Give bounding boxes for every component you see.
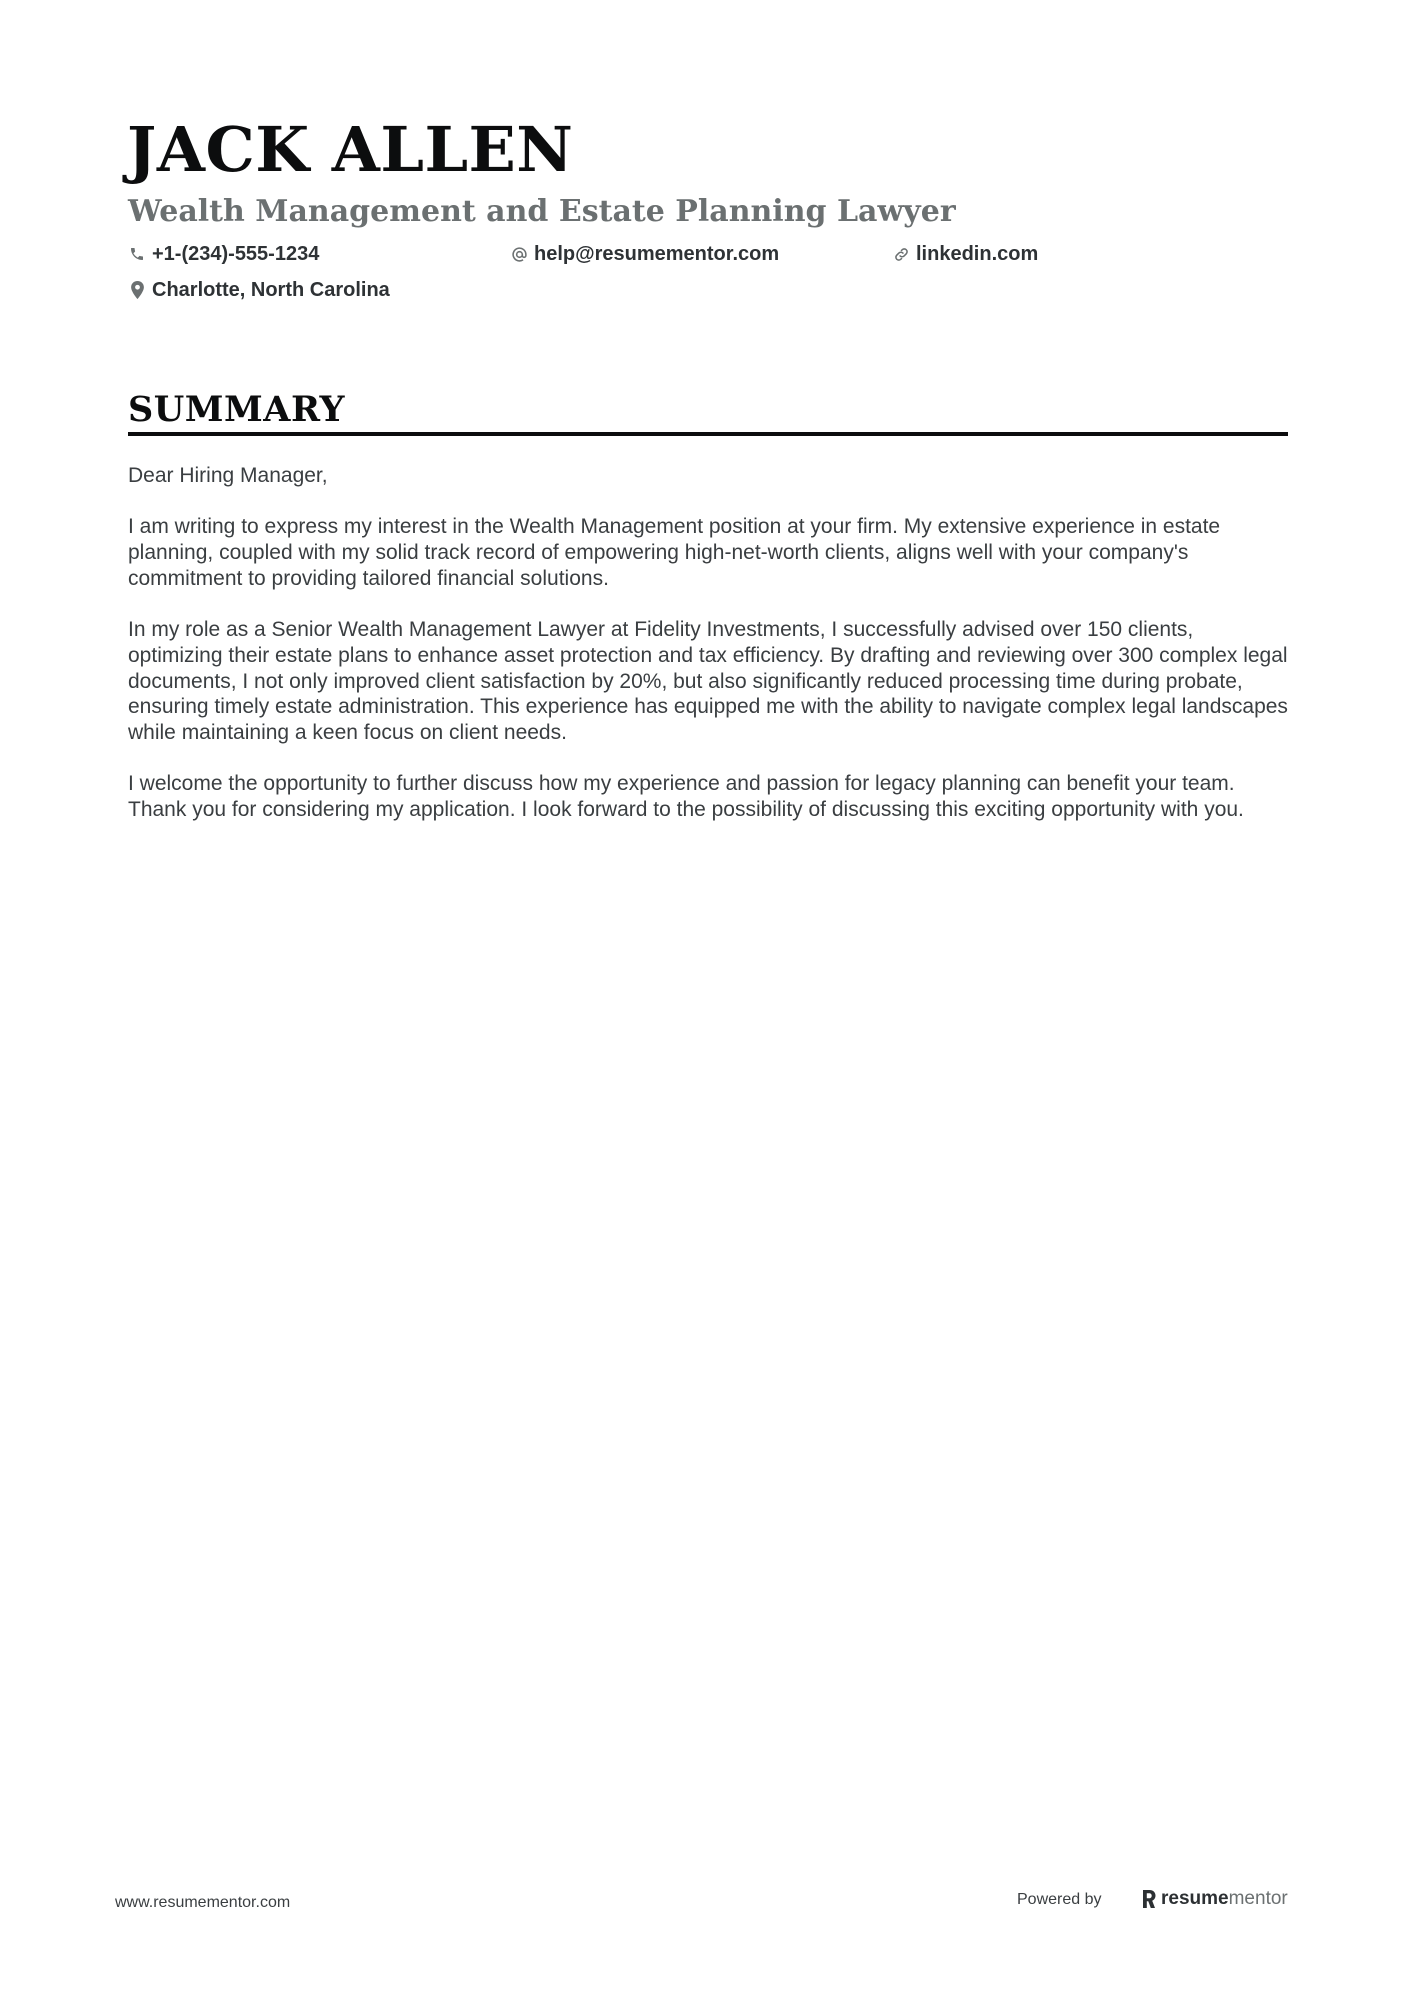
- salutation: Dear Hiring Manager,: [128, 464, 328, 487]
- map-pin-icon: [128, 281, 146, 299]
- brand-name-part1: resume: [1161, 1888, 1229, 1909]
- candidate-name: JACK ALLEN: [127, 113, 574, 186]
- contact-linkedin: [892, 241, 1038, 267]
- link-icon: [892, 245, 910, 263]
- paragraph-experience: In my role as a Senior Wealth Management Lawyer at Fidelity Investments, I successfully advised over 150 clients, optimizing their estate plans to enhance asset protection and tax efficiency. By drafting and reviewing over 300 complex legal documents, I not only improved client satisfaction by 20%, but also significantly reduced processing time during probate, ensuring timely estate administration. This experience has equipped me with the ability to navigate complex legal landscapes while maintaining a keen focus on client needs.: [128, 618, 1288, 744]
- resumementor-logo-icon: [1141, 1889, 1157, 1909]
- footer-website-link[interactable]: www.resumementor.com: [115, 1894, 291, 1911]
- email-link[interactable]: help@resumementor.com: [534, 243, 780, 265]
- contact-email: [510, 241, 779, 267]
- phone-icon: [128, 245, 146, 263]
- section-divider: [128, 432, 1288, 436]
- linkedin-link[interactable]: linkedin.com: [916, 243, 1039, 265]
- contact-phone: [128, 241, 319, 267]
- phone-text: +1-(234)-555-1234: [152, 243, 320, 265]
- location-text: Charlotte, North Carolina: [152, 279, 390, 301]
- contact-location: [128, 277, 390, 303]
- brand-logo[interactable]: [1141, 1887, 1288, 1911]
- brand-name-part2: mentor: [1228, 1888, 1288, 1909]
- section-heading-summary: SUMMARY: [128, 389, 345, 430]
- at-icon: [510, 245, 528, 263]
- job-title: Wealth Management and Estate Planning Lawyer: [128, 194, 956, 229]
- paragraph-closing: I welcome the opportunity to further discuss how my experience and passion for legacy planning can benefit your team. Thank you for considering my application. I look forward to the possibility of discussing this exciting opportunity with you.: [128, 772, 1244, 822]
- letter-body: [128, 463, 1288, 848]
- paragraph-intro: I am writing to express my interest in the Wealth Management position at your firm. My extensive experience in estate planning, coupled with my solid track record of empowering high-net-worth clients, aligns well with your company's commitment to providing tailored financial solutions.: [128, 515, 1221, 590]
- powered-by-label: Powered by: [1017, 1891, 1102, 1908]
